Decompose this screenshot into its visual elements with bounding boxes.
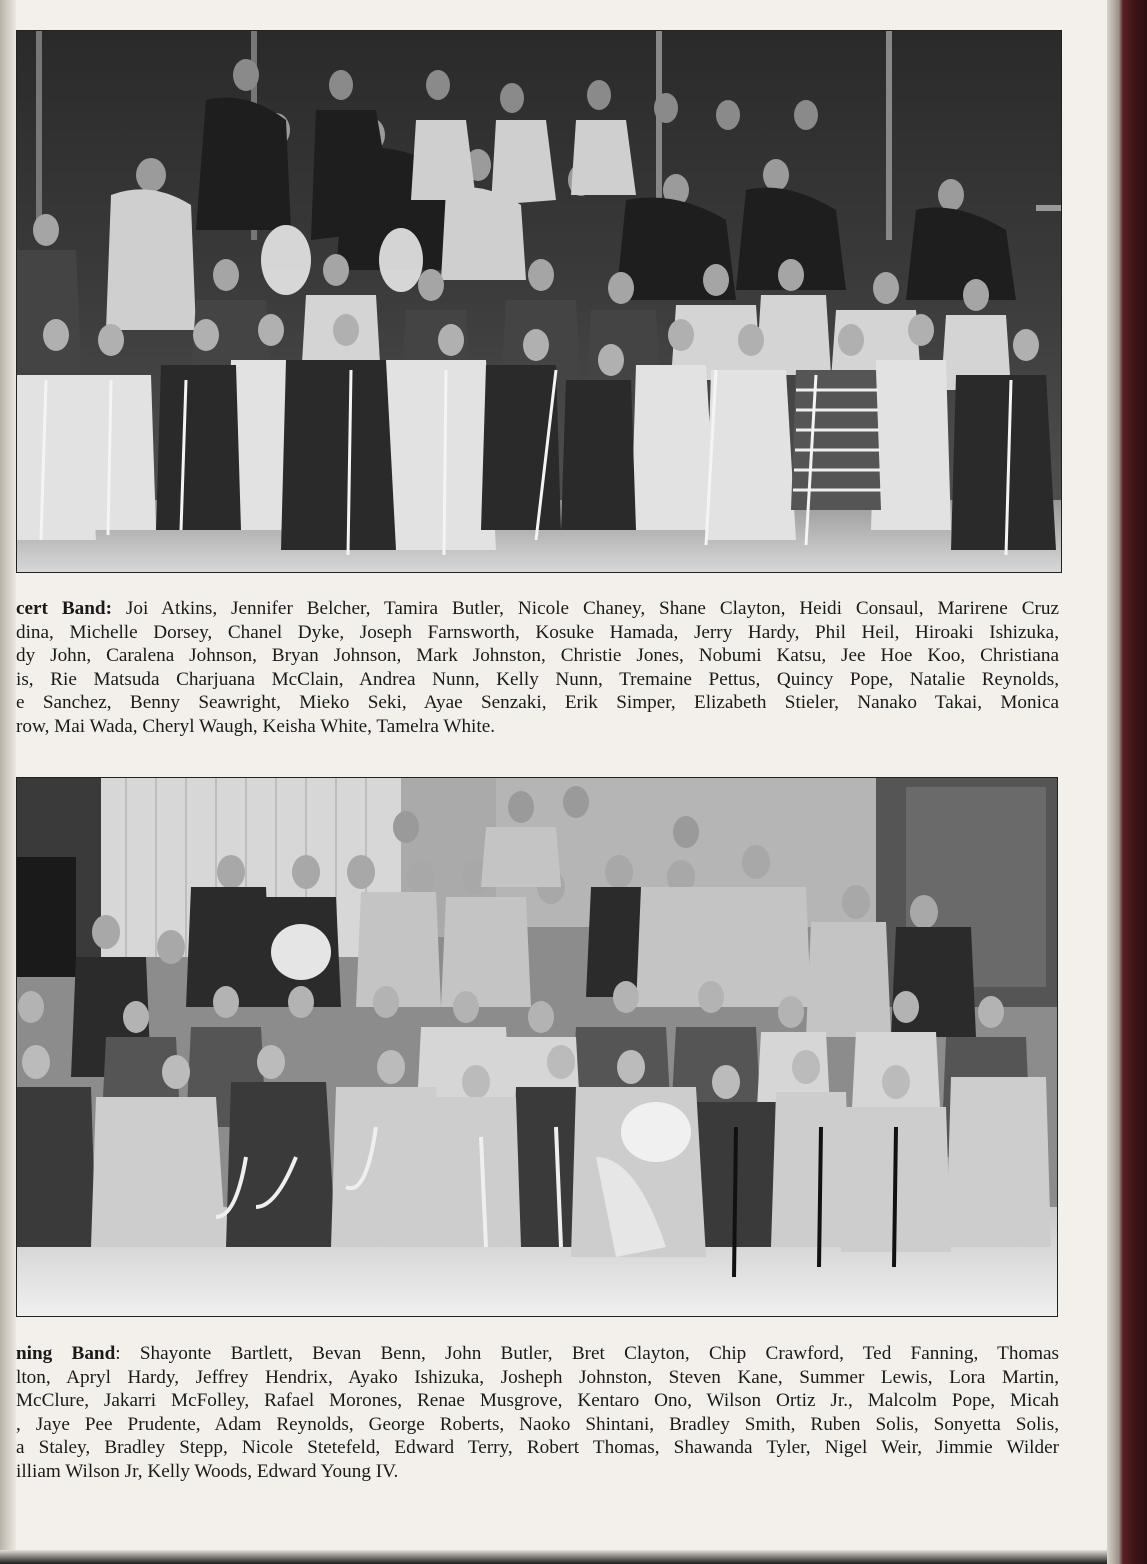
caption-text: : Shayonte Bartlett, Bevan Benn, John Butler, Bret Clayton, Chip Crawford, Ted Fanning, Thomas: [115, 1343, 1059, 1364]
caption-line: [16, 644, 1059, 668]
caption-line: [16, 1413, 1059, 1437]
page-bottom-edge: [0, 1550, 1107, 1564]
caption-text: illiam Wilson Jr, Kelly Woods, Edward Young IV.: [16, 1460, 399, 1482]
caption-text: Joi Atkins, Jennifer Belcher, Tamira Butler, Nicole Chaney, Shane Clayton, Heidi Consaul, Marirene Cruz: [111, 598, 1059, 619]
caption-text: dina, Michelle Dorsey, Chanel Dyke, Joseph Farnsworth, Kosuke Hamada, Jerry Hardy, Phil Heil, Hiroaki Ishizuka,: [16, 621, 1059, 643]
caption-line: [16, 1460, 1059, 1484]
caption-text: e Sanchez, Benny Seawright, Mieko Seki, Ayae Senzaki, Erik Simper, Elizabeth Stieler, Nanako Takai, Monica: [16, 692, 1059, 713]
caption-heading: ning Band: [16, 1343, 116, 1364]
caption-line: [16, 715, 1059, 739]
caption-line: [16, 597, 1059, 621]
caption-text: row, Mai Wada, Cheryl Waugh, Keisha White, Tamelra White.: [16, 715, 496, 737]
caption-text: dy John, Caralena Johnson, Bryan Johnson, Mark Johnston, Christie Jones, Nobumi Katsu, Jee Hoe Koo, Christiana: [16, 645, 1059, 666]
concert-band-photo-art: [16, 30, 1062, 573]
caption-heading: cert Band:: [16, 598, 112, 619]
concert-band-photo: [16, 30, 1062, 573]
caption-text: McClure, Jakarri McFolley, Rafael Morones, Renae Musgrove, Kentaro Ono, Wilson Ortiz Jr., Malcolm Pope, Micah: [16, 1390, 1059, 1411]
caption-text: is, Rie Matsuda Charjuana McClain, Andrea Nunn, Kelly Nunn, Tremaine Pettus, Quincy Pope, Natalie Reynolds,: [16, 668, 1059, 690]
caption-line: [16, 668, 1059, 692]
caption-line: [16, 691, 1059, 715]
beginning-band-caption: [16, 1342, 1059, 1483]
book-spine: [1107, 0, 1147, 1564]
caption-line: [16, 621, 1059, 645]
caption-line: [16, 1389, 1059, 1413]
caption-line: [16, 1436, 1059, 1460]
caption-line: [16, 1342, 1059, 1366]
caption-text: a Staley, Bradley Stepp, Nicole Stetefeld, Edward Terry, Robert Thomas, Shawanda Tyler, Nigel Weir, Jimmie Wilder: [16, 1437, 1059, 1458]
caption-text: lton, Apryl Hardy, Jeffrey Hendrix, Ayako Ishizuka, Josheph Johnston, Steven Kane, Summer Lewis, Lora Martin,: [16, 1366, 1059, 1388]
concert-band-caption: [16, 597, 1059, 738]
caption-line: [16, 1366, 1059, 1390]
beginning-band-photo: [16, 777, 1058, 1317]
page-gutter-shadow: [0, 0, 16, 1564]
caption-text: , Jaye Pee Prudente, Adam Reynolds, George Roberts, Naoko Shintani, Bradley Smith, Ruben Solis, Sonyetta Solis,: [16, 1413, 1059, 1435]
beginning-band-photo-art: [16, 777, 1058, 1317]
